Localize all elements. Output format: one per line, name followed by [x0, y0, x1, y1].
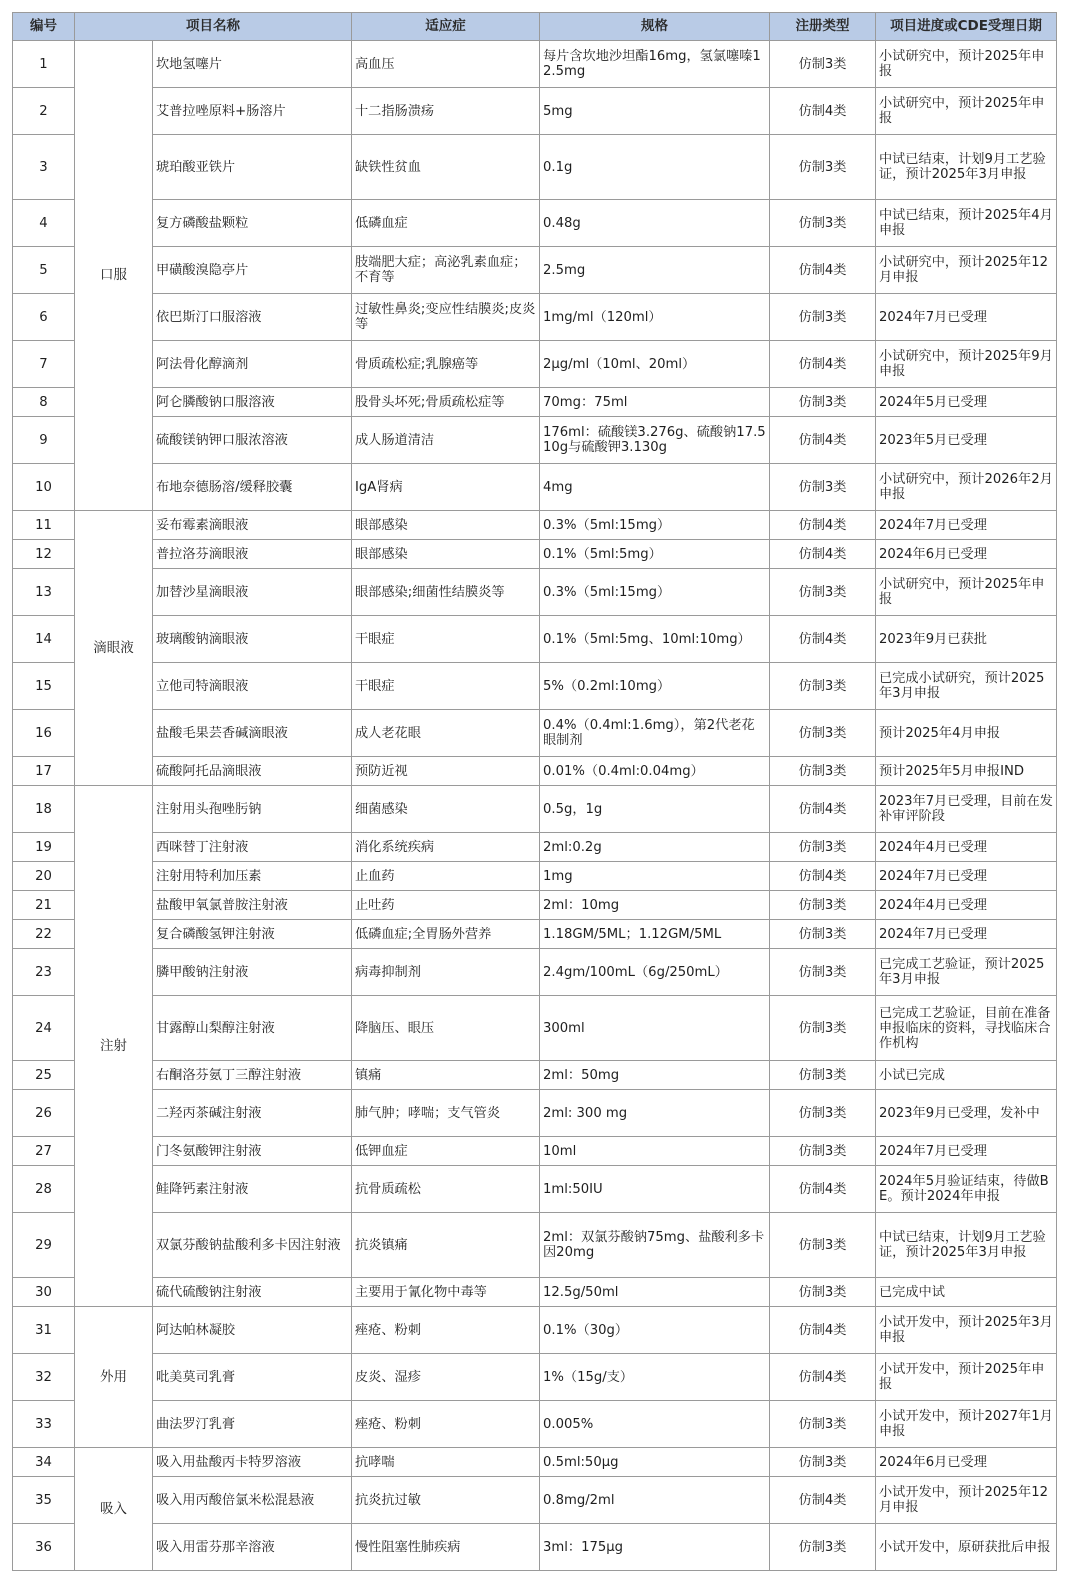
- cell-project-name: 甘露醇山梨醇注射液: [153, 996, 352, 1061]
- cell-registration-type: 仿制3类: [770, 135, 876, 200]
- cell-indication: 低钾血症: [352, 1137, 540, 1166]
- cell-registration-type: 仿制4类: [770, 1477, 876, 1524]
- cell-number: 18: [13, 786, 75, 833]
- table-row: [13, 464, 1057, 511]
- table-row: [13, 757, 1057, 786]
- cell-project-name: 立他司特滴眼液: [153, 663, 352, 710]
- cell-project-name: 琥珀酸亚铁片: [153, 135, 352, 200]
- header-number: 编号: [13, 13, 75, 41]
- table-row: [13, 710, 1057, 757]
- cell-number: 14: [13, 616, 75, 663]
- cell-registration-type: 仿制3类: [770, 996, 876, 1061]
- cell-specification: 0.4%（0.4ml:1.6mg），第2代老花眼制剂: [540, 710, 770, 757]
- cell-progress: 2024年6月已受理: [876, 1448, 1057, 1477]
- cell-progress: 中试已结束，计划9月工艺验证，预计2025年3月申报: [876, 1213, 1057, 1278]
- cell-indication: 眼部感染;细菌性结膜炎等: [352, 569, 540, 616]
- cell-progress: 预计2025年5月申报IND: [876, 757, 1057, 786]
- header-row: [13, 13, 1057, 41]
- cell-number: 21: [13, 891, 75, 920]
- cell-project-name: 玻璃酸钠滴眼液: [153, 616, 352, 663]
- table-row: [13, 663, 1057, 710]
- cell-indication: 病毒抑制剂: [352, 949, 540, 996]
- cell-registration-type: 仿制3类: [770, 1213, 876, 1278]
- cell-number: 34: [13, 1448, 75, 1477]
- table-row: [13, 833, 1057, 862]
- cell-progress: 2024年7月已受理: [876, 511, 1057, 540]
- table-row: [13, 1278, 1057, 1307]
- cell-specification: 2.4gm/100mL（6g/250mL）: [540, 949, 770, 996]
- cell-indication: 止吐药: [352, 891, 540, 920]
- cell-specification: 0.8mg/2ml: [540, 1477, 770, 1524]
- cell-registration-type: 仿制4类: [770, 1166, 876, 1213]
- cell-number: 10: [13, 464, 75, 511]
- cell-project-name: 注射用特利加压素: [153, 862, 352, 891]
- cell-indication: 痤疮、粉刺: [352, 1401, 540, 1448]
- cell-number: 11: [13, 511, 75, 540]
- cell-number: 15: [13, 663, 75, 710]
- cell-registration-type: 仿制4类: [770, 341, 876, 388]
- cell-number: 32: [13, 1354, 75, 1401]
- cell-progress: 已完成工艺验证，预计2025年3月申报: [876, 949, 1057, 996]
- table-row: [13, 511, 1057, 540]
- cell-project-name: 鲑降钙素注射液: [153, 1166, 352, 1213]
- cell-registration-type: 仿制3类: [770, 388, 876, 417]
- cell-specification: 0.01%（0.4ml:0.04mg）: [540, 757, 770, 786]
- cell-project-name: 双氯芬酸钠盐酸利多卡因注射液: [153, 1213, 352, 1278]
- cell-indication: 成人老花眼: [352, 710, 540, 757]
- cell-indication: IgA肾病: [352, 464, 540, 511]
- cell-progress: 小试研究中，预计2025年申报: [876, 569, 1057, 616]
- cell-number: 28: [13, 1166, 75, 1213]
- cell-specification: 1ml:50IU: [540, 1166, 770, 1213]
- cell-registration-type: 仿制3类: [770, 1137, 876, 1166]
- cell-registration-type: 仿制4类: [770, 1354, 876, 1401]
- cell-indication: 皮炎、湿疹: [352, 1354, 540, 1401]
- cell-registration-type: 仿制3类: [770, 757, 876, 786]
- cell-project-name: 吸入用雷芬那辛溶液: [153, 1524, 352, 1571]
- cell-indication: 低磷血症: [352, 200, 540, 247]
- cell-number: 24: [13, 996, 75, 1061]
- cell-registration-type: 仿制3类: [770, 1278, 876, 1307]
- table-body: [13, 41, 1057, 1571]
- cell-indication: 股骨头坏死;骨质疏松症等: [352, 388, 540, 417]
- cell-indication: 痤疮、粉刺: [352, 1307, 540, 1354]
- cell-project-name: 阿达帕林凝胶: [153, 1307, 352, 1354]
- pipeline-table: [12, 12, 1057, 1571]
- cell-project-name: 硫酸镁钠钾口服浓溶液: [153, 417, 352, 464]
- cell-project-name: 门冬氨酸钾注射液: [153, 1137, 352, 1166]
- cell-number: 1: [13, 41, 75, 88]
- cell-project-name: 吸入用丙酸倍氯米松混悬液: [153, 1477, 352, 1524]
- cell-project-name: 阿法骨化醇滴剂: [153, 341, 352, 388]
- cell-category: 口服: [75, 41, 153, 511]
- cell-registration-type: 仿制3类: [770, 833, 876, 862]
- cell-project-name: 艾普拉唑原料+肠溶片: [153, 88, 352, 135]
- cell-indication: 抗炎抗过敏: [352, 1477, 540, 1524]
- cell-progress: 小试研究中，预计2025年申报: [876, 41, 1057, 88]
- cell-registration-type: 仿制3类: [770, 663, 876, 710]
- cell-project-name: 依巴斯汀口服溶液: [153, 294, 352, 341]
- cell-specification: 2ml: 300 mg: [540, 1090, 770, 1137]
- cell-progress: 预计2025年4月申报: [876, 710, 1057, 757]
- cell-indication: 低磷血症;全胃肠外营养: [352, 920, 540, 949]
- table-row: [13, 996, 1057, 1061]
- cell-category: 注射: [75, 786, 153, 1307]
- cell-project-name: 二羟丙茶碱注射液: [153, 1090, 352, 1137]
- cell-number: 23: [13, 949, 75, 996]
- cell-number: 30: [13, 1278, 75, 1307]
- cell-project-name: 妥布霉素滴眼液: [153, 511, 352, 540]
- cell-specification: 10ml: [540, 1137, 770, 1166]
- cell-specification: 2ml:0.2g: [540, 833, 770, 862]
- cell-indication: 主要用于氰化物中毒等: [352, 1278, 540, 1307]
- table-row: [13, 1307, 1057, 1354]
- cell-specification: 0.1%（30g）: [540, 1307, 770, 1354]
- cell-project-name: 膦甲酸钠注射液: [153, 949, 352, 996]
- cell-project-name: 硫代硫酸钠注射液: [153, 1278, 352, 1307]
- cell-specification: 70mg：75ml: [540, 388, 770, 417]
- table-row: [13, 540, 1057, 569]
- cell-progress: 2024年5月验证结束，待做BE。预计2024年申报: [876, 1166, 1057, 1213]
- cell-progress: 2024年7月已受理: [876, 920, 1057, 949]
- cell-progress: 2024年5月已受理: [876, 388, 1057, 417]
- cell-specification: 4mg: [540, 464, 770, 511]
- cell-indication: 成人肠道清洁: [352, 417, 540, 464]
- cell-number: 17: [13, 757, 75, 786]
- cell-indication: 止血药: [352, 862, 540, 891]
- cell-project-name: 阿仑膦酸钠口服溶液: [153, 388, 352, 417]
- cell-project-name: 布地奈德肠溶/缓释胶囊: [153, 464, 352, 511]
- cell-indication: 抗哮喘: [352, 1448, 540, 1477]
- cell-specification: 1%（15g/支）: [540, 1354, 770, 1401]
- table-row: [13, 135, 1057, 200]
- cell-indication: 降脑压、眼压: [352, 996, 540, 1061]
- header-specification: 规格: [540, 13, 770, 41]
- cell-registration-type: 仿制3类: [770, 1090, 876, 1137]
- cell-specification: 每片含坎地沙坦酯16mg，氢氯噻嗪12.5mg: [540, 41, 770, 88]
- cell-registration-type: 仿制3类: [770, 1524, 876, 1571]
- cell-progress: 小试开发中，预计2027年1月申报: [876, 1401, 1057, 1448]
- cell-number: 7: [13, 341, 75, 388]
- cell-progress: 已完成工艺验证，目前在准备申报临床的资料，寻找临床合作机构: [876, 996, 1057, 1061]
- cell-number: 20: [13, 862, 75, 891]
- table-row: [13, 616, 1057, 663]
- cell-indication: 抗炎镇痛: [352, 1213, 540, 1278]
- cell-number: 27: [13, 1137, 75, 1166]
- cell-project-name: 曲法罗汀乳膏: [153, 1401, 352, 1448]
- cell-number: 4: [13, 200, 75, 247]
- table-row: [13, 417, 1057, 464]
- cell-progress: 2023年9月已受理，发补中: [876, 1090, 1057, 1137]
- table-row: [13, 200, 1057, 247]
- cell-indication: 十二指肠溃疡: [352, 88, 540, 135]
- cell-progress: 小试开发中，预计2025年申报: [876, 1354, 1057, 1401]
- cell-project-name: 甲磺酸溴隐亭片: [153, 247, 352, 294]
- cell-registration-type: 仿制4类: [770, 1307, 876, 1354]
- cell-number: 35: [13, 1477, 75, 1524]
- cell-registration-type: 仿制4类: [770, 786, 876, 833]
- cell-registration-type: 仿制3类: [770, 1401, 876, 1448]
- cell-number: 8: [13, 388, 75, 417]
- cell-specification: 5%（0.2ml:10mg）: [540, 663, 770, 710]
- cell-progress: 2023年9月已获批: [876, 616, 1057, 663]
- cell-specification: 12.5g/50ml: [540, 1278, 770, 1307]
- cell-indication: 眼部感染: [352, 511, 540, 540]
- table-row: [13, 569, 1057, 616]
- cell-progress: 小试研究中，预计2025年申报: [876, 88, 1057, 135]
- cell-progress: 2024年7月已受理: [876, 1137, 1057, 1166]
- table-row: [13, 1354, 1057, 1401]
- cell-specification: 1mg: [540, 862, 770, 891]
- cell-project-name: 坎地氢噻片: [153, 41, 352, 88]
- cell-number: 29: [13, 1213, 75, 1278]
- cell-progress: 2024年7月已受理: [876, 862, 1057, 891]
- cell-progress: 2023年7月已受理，目前在发补审评阶段: [876, 786, 1057, 833]
- cell-indication: 缺铁性贫血: [352, 135, 540, 200]
- cell-number: 9: [13, 417, 75, 464]
- cell-number: 12: [13, 540, 75, 569]
- cell-number: 2: [13, 88, 75, 135]
- cell-number: 13: [13, 569, 75, 616]
- table-row: [13, 1061, 1057, 1090]
- cell-registration-type: 仿制4类: [770, 862, 876, 891]
- cell-number: 36: [13, 1524, 75, 1571]
- cell-progress: 小试研究中，预计2026年2月申报: [876, 464, 1057, 511]
- cell-number: 33: [13, 1401, 75, 1448]
- cell-progress: 2024年6月已受理: [876, 540, 1057, 569]
- cell-progress: 2024年4月已受理: [876, 891, 1057, 920]
- cell-registration-type: 仿制4类: [770, 616, 876, 663]
- cell-category: 吸入: [75, 1448, 153, 1571]
- cell-project-name: 复方磷酸盐颗粒: [153, 200, 352, 247]
- table-row: [13, 1477, 1057, 1524]
- cell-project-name: 注射用头孢唑肟钠: [153, 786, 352, 833]
- cell-indication: 过敏性鼻炎;变应性结膜炎;皮炎等: [352, 294, 540, 341]
- table-row: [13, 341, 1057, 388]
- cell-registration-type: 仿制4类: [770, 417, 876, 464]
- cell-indication: 干眼症: [352, 616, 540, 663]
- pipeline-table-container: [12, 12, 1056, 1571]
- cell-registration-type: 仿制4类: [770, 247, 876, 294]
- cell-number: 25: [13, 1061, 75, 1090]
- table-row: [13, 88, 1057, 135]
- cell-project-name: 加替沙星滴眼液: [153, 569, 352, 616]
- cell-specification: 0.1%（5ml:5mg、10ml:10mg）: [540, 616, 770, 663]
- cell-progress: 中试已结束，计划9月工艺验证，预计2025年3月申报: [876, 135, 1057, 200]
- table-row: [13, 786, 1057, 833]
- cell-number: 31: [13, 1307, 75, 1354]
- cell-registration-type: 仿制3类: [770, 710, 876, 757]
- cell-project-name: 普拉洛芬滴眼液: [153, 540, 352, 569]
- cell-progress: 小试研究中，预计2025年12月申报: [876, 247, 1057, 294]
- cell-specification: 2ml：50mg: [540, 1061, 770, 1090]
- table-row: [13, 1448, 1057, 1477]
- cell-registration-type: 仿制3类: [770, 200, 876, 247]
- cell-number: 22: [13, 920, 75, 949]
- cell-registration-type: 仿制3类: [770, 891, 876, 920]
- table-row: [13, 920, 1057, 949]
- cell-number: 19: [13, 833, 75, 862]
- cell-project-name: 盐酸毛果芸香碱滴眼液: [153, 710, 352, 757]
- cell-category: 外用: [75, 1307, 153, 1448]
- cell-registration-type: 仿制3类: [770, 1061, 876, 1090]
- cell-project-name: 吸入用盐酸丙卡特罗溶液: [153, 1448, 352, 1477]
- cell-indication: 抗骨质疏松: [352, 1166, 540, 1213]
- cell-specification: 2ml：10mg: [540, 891, 770, 920]
- table-row: [13, 1524, 1057, 1571]
- cell-progress: 小试开发中，预计2025年3月申报: [876, 1307, 1057, 1354]
- cell-specification: 176ml：硫酸镁3.276g、硫酸钠17.510g与硫酸钾3.130g: [540, 417, 770, 464]
- header-project-name: 项目名称: [75, 13, 352, 41]
- cell-number: 6: [13, 294, 75, 341]
- cell-project-name: 盐酸甲氧氯普胺注射液: [153, 891, 352, 920]
- cell-specification: 0.1%（5ml:5mg）: [540, 540, 770, 569]
- cell-registration-type: 仿制4类: [770, 511, 876, 540]
- cell-specification: 5mg: [540, 88, 770, 135]
- cell-indication: 骨质疏松症;乳腺癌等: [352, 341, 540, 388]
- table-row: [13, 862, 1057, 891]
- cell-progress: 中试已结束，预计2025年4月申报: [876, 200, 1057, 247]
- cell-project-name: 右酮洛芬氨丁三醇注射液: [153, 1061, 352, 1090]
- cell-registration-type: 仿制3类: [770, 294, 876, 341]
- table-row: [13, 1401, 1057, 1448]
- cell-specification: 0.5g，1g: [540, 786, 770, 833]
- cell-specification: 0.1g: [540, 135, 770, 200]
- cell-progress: 已完成中试: [876, 1278, 1057, 1307]
- cell-progress: 2024年7月已受理: [876, 294, 1057, 341]
- cell-registration-type: 仿制3类: [770, 464, 876, 511]
- cell-registration-type: 仿制3类: [770, 569, 876, 616]
- header-registration-type: 注册类型: [770, 13, 876, 41]
- table-row: [13, 1213, 1057, 1278]
- table-row: [13, 1137, 1057, 1166]
- cell-specification: 2.5mg: [540, 247, 770, 294]
- cell-number: 5: [13, 247, 75, 294]
- cell-specification: 2ml：双氯芬酸钠75mg、盐酸利多卡因20mg: [540, 1213, 770, 1278]
- cell-specification: 0.3%（5ml:15mg）: [540, 511, 770, 540]
- cell-progress: 小试已完成: [876, 1061, 1057, 1090]
- table-row: [13, 41, 1057, 88]
- cell-specification: 1.18GM/5ML；1.12GM/5ML: [540, 920, 770, 949]
- cell-specification: 0.005%: [540, 1401, 770, 1448]
- cell-progress: 2024年4月已受理: [876, 833, 1057, 862]
- cell-specification: 300ml: [540, 996, 770, 1061]
- cell-project-name: 西咪替丁注射液: [153, 833, 352, 862]
- cell-project-name: 复合磷酸氢钾注射液: [153, 920, 352, 949]
- table-row: [13, 1166, 1057, 1213]
- table-row: [13, 294, 1057, 341]
- cell-progress: 2023年5月已受理: [876, 417, 1057, 464]
- cell-registration-type: 仿制3类: [770, 41, 876, 88]
- cell-project-name: 吡美莫司乳膏: [153, 1354, 352, 1401]
- cell-project-name: 硫酸阿托品滴眼液: [153, 757, 352, 786]
- cell-indication: 肺气肿；哮喘；支气管炎: [352, 1090, 540, 1137]
- table-row: [13, 247, 1057, 294]
- cell-progress: 已完成小试研究，预计2025年3月申报: [876, 663, 1057, 710]
- cell-indication: 预防近视: [352, 757, 540, 786]
- cell-specification: 0.3%（5ml:15mg）: [540, 569, 770, 616]
- cell-specification: 3ml：175μg: [540, 1524, 770, 1571]
- cell-indication: 慢性阻塞性肺疾病: [352, 1524, 540, 1571]
- cell-progress: 小试开发中，原研获批后申报: [876, 1524, 1057, 1571]
- cell-registration-type: 仿制3类: [770, 920, 876, 949]
- table-row: [13, 949, 1057, 996]
- cell-indication: 消化系统疾病: [352, 833, 540, 862]
- table-row: [13, 388, 1057, 417]
- cell-number: 3: [13, 135, 75, 200]
- cell-registration-type: 仿制3类: [770, 1448, 876, 1477]
- cell-specification: 0.5ml:50μg: [540, 1448, 770, 1477]
- cell-registration-type: 仿制4类: [770, 88, 876, 135]
- cell-registration-type: 仿制4类: [770, 540, 876, 569]
- cell-specification: 1mg/ml（120ml）: [540, 294, 770, 341]
- cell-registration-type: 仿制3类: [770, 949, 876, 996]
- cell-number: 16: [13, 710, 75, 757]
- cell-indication: 干眼症: [352, 663, 540, 710]
- cell-specification: 2μg/ml（10ml、20ml）: [540, 341, 770, 388]
- cell-category: 滴眼液: [75, 511, 153, 786]
- header-progress: 项目进度或CDE受理日期: [876, 13, 1057, 41]
- cell-indication: 镇痛: [352, 1061, 540, 1090]
- table-row: [13, 1090, 1057, 1137]
- cell-progress: 小试开发中，预计2025年12月申报: [876, 1477, 1057, 1524]
- header-indication: 适应症: [352, 13, 540, 41]
- table-row: [13, 891, 1057, 920]
- cell-specification: 0.48g: [540, 200, 770, 247]
- cell-indication: 眼部感染: [352, 540, 540, 569]
- cell-indication: 肢端肥大症；高泌乳素血症；不育等: [352, 247, 540, 294]
- cell-progress: 小试研究中，预计2025年9月申报: [876, 341, 1057, 388]
- cell-indication: 细菌感染: [352, 786, 540, 833]
- cell-number: 26: [13, 1090, 75, 1137]
- cell-indication: 高血压: [352, 41, 540, 88]
